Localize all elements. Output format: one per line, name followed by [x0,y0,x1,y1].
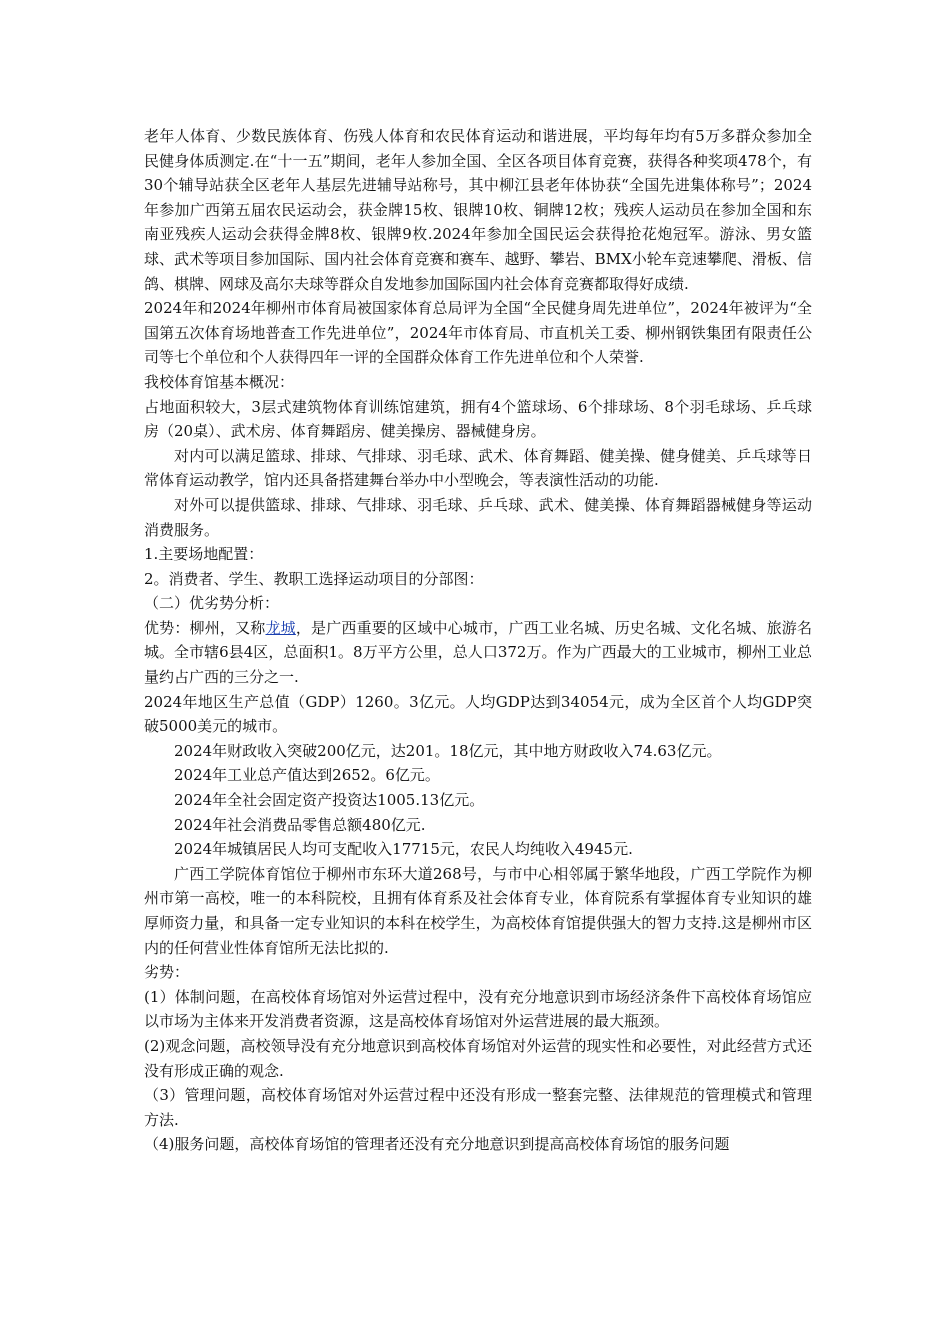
paragraph-senior-sports: 老年人体育、少数民族体育、伤残人体育和农民体育运动和谐进展，平均每年均有5万多群众参加全民健身体质测定.在“十一五”期间，老年人参加全国、全区各项目体育竞赛，获得各种奖项478个，有30个辅导站获全区老年人基层先进辅导站称号，其中柳江县老年体协获“全国先进集体称号”；2024年参加广西第五届农民运动会，获金牌15枚、银牌10枚、铜牌12枚；残疾人运动员在参加全国和东南亚残疾人运动会获得金牌8枚、银牌9枚.2024年参加全国民运会获得抢花炮冠军。游泳、男女篮球、武术等项目参加国际、国内社会体育竞赛和赛车、越野、攀岩、BMX小轮车竞速攀爬、滑板、信鸽、棋牌、网球及高尔夫球等群众自发地参加国际国内社会体育竞赛都取得好成绩. [144,127,812,293]
paragraph-concept-issue: (2)观念问题，高校领导没有充分地意识到高校体育场馆对外运营的现实性和必要性，对此经营方式还没有形成正确的观念. [144,1036,812,1080]
paragraph-retail-sales: 2024年社会消费品零售总额480亿元. [174,815,426,834]
paragraph-internal-use: 对内可以满足篮球、排球、气排球、羽毛球、武术、体育舞蹈、健美操、健身健美、乒乓球等日常体育运动教学，馆内还具备搭建舞台举办中小型晚会，等表演性活动的功能. [144,446,812,490]
advantages-text-start: 优势：柳州，又称 [144,618,266,637]
paragraph-service-issue: （4)服务问题，高校体育场馆的管理者还没有充分地意识到提高高校体育场馆的服务问题 [144,1135,730,1154]
longcheng-link[interactable]: 龙城 [265,618,296,637]
paragraph-gym-overview-heading: 我校体育馆基本概况： [144,372,295,391]
paragraph-disadvantages-heading: 劣势： [144,963,190,982]
paragraph-income: 2024年城镇居民人均可支配收入17715元，农民人均纯收入4945元. [174,840,633,859]
paragraph-honors: 2024年和2024年柳州市体育局被国家体育总局评为全国“全民健身周先进单位”，2024年被评为“全国第五次体育场地普查工作先进单位”，2024年市体育局、市直机关工委、柳州钢铁集团有限责任公司等七个单位和个人获得四年一评的全国群众体育工作先进单位和个人荣誉. [144,299,812,367]
paragraph-venue-config: 1.主要场地配置： [144,545,264,564]
paragraph-gxut-gym: 广西工学院体育馆位于柳州市东环大道268号，与市中心相邻属于繁华地段，广西工学院作为柳州市第一高校，唯一的本科院校，且拥有体育系及社会体育专业，体育院系有掌握体育专业知识的雄厚师资力量，和具备一定专业知识的本科在校学生，为高校体育馆提供强大的智力支持.这是柳州市区内的任何营业性体育馆所无法比拟的. [144,864,812,957]
paragraph-management-issue: （3）管理问题，高校体育场馆对外运营过程中还没有形成一整套完整、法律规范的管理模式和管理方法. [144,1086,812,1129]
advantages-text-rest: ，是广西重要的区域中心城市，广西工业名城、历史名城、文化名城、旅游名城。全市辖6县4区，总面积1。8万平方公里，总人口372万。作为广西最大的工业城市，柳州工业总量约占广西的三分之一. [144,618,812,687]
paragraph-external-services: 对外可以提供篮球、排球、气排球、羽毛球、乒乓球、武术、健美操、体育舞蹈器械健身等运动消费服务。 [144,495,812,539]
paragraph-gdp: 2024年地区生产总值（GDP）1260。3亿元。人均GDP达到34054元，成为全区首个人均GDP突破5000美元的城市。 [144,692,812,736]
paragraph-advantages [144,616,812,690]
paragraph-gym-facilities: 占地面积较大，3层式建筑物体育训练馆建筑，拥有4个篮球场、6个排球场、8个羽毛球场、乒乓球房（20桌）、武术房、体育舞蹈房、健美操房、器械健身房。 [144,397,812,441]
paragraph-fixed-investment: 2024年全社会固定资产投资达1005.13亿元。 [174,791,485,810]
paragraph-fiscal-revenue: 2024年财政收入突破200亿元，达201。18亿元，其中地方财政收入74.63亿元。 [174,741,722,760]
section-heading-swot: （二）优劣势分析： [144,594,280,613]
paragraph-system-issue: (1）体制问题，在高校体育场馆对外运营过程中，没有充分地意识到市场经济条件下高校体育场馆应以市场为主体来开发消费者资源，这是高校体育场馆对外运营进展的最大瓶颈。 [144,987,812,1031]
document-page [144,124,812,1157]
paragraph-industrial-output: 2024年工业总产值达到2652。6亿元。 [174,766,440,785]
paragraph-sport-distribution: 2。消费者、学生、教职工选择运动项目的分部图： [144,569,484,588]
